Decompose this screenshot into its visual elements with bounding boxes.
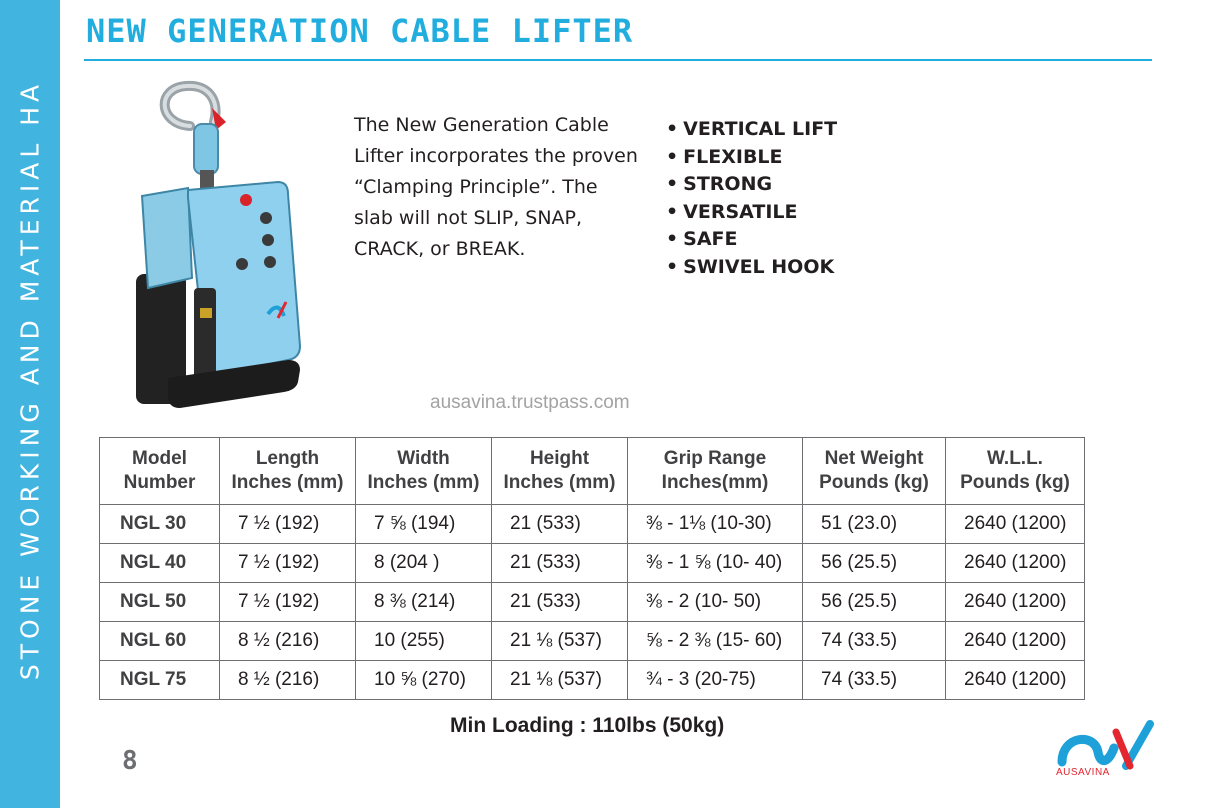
feature-item: • SWIVEL HOOK bbox=[666, 255, 835, 278]
table-row bbox=[100, 505, 1085, 544]
cell-height: 21 ⅛ (537) bbox=[492, 622, 628, 661]
cell-wll: 2640 (1200) bbox=[946, 622, 1085, 661]
logo-wordmark: AUSAVINA bbox=[1056, 767, 1110, 778]
cell-width: 10 (255) bbox=[356, 622, 492, 661]
page-title: NEW GENERATION CABLE LIFTER bbox=[86, 12, 634, 50]
header-length: Length Inches (mm) bbox=[220, 438, 356, 505]
table-row bbox=[100, 544, 1085, 583]
table-row bbox=[100, 583, 1085, 622]
cell-model: NGL 75 bbox=[100, 661, 220, 700]
cell-net-weight: 74 (33.5) bbox=[803, 622, 946, 661]
watermark: ausavina.trustpass.com bbox=[430, 392, 630, 413]
cell-grip-range: ¾ - 3 (20-75) bbox=[628, 661, 803, 700]
cell-length: 7 ½ (192) bbox=[220, 544, 356, 583]
cell-height: 21 ⅛ (537) bbox=[492, 661, 628, 700]
header-wll: W.L.L. Pounds (kg) bbox=[946, 438, 1085, 505]
intro-line: The New Generation Cable bbox=[354, 114, 609, 136]
cell-width: 10 ⅝ (270) bbox=[356, 661, 492, 700]
cell-model: NGL 30 bbox=[100, 505, 220, 544]
cell-grip-range: ⅝ - 2 ⅜ (15- 60) bbox=[628, 622, 803, 661]
cell-height: 21 (533) bbox=[492, 544, 628, 583]
intro-line: Lifter incorporates the proven bbox=[354, 145, 638, 167]
header-grip-range: Grip Range Inches(mm) bbox=[628, 438, 803, 505]
page-number: 8 bbox=[122, 746, 138, 776]
cell-grip-range: ⅜ - 1⅛ (10-30) bbox=[628, 505, 803, 544]
feature-list bbox=[666, 116, 837, 281]
cell-grip-range: ⅜ - 1 ⅝ (10- 40) bbox=[628, 544, 803, 583]
spec-table bbox=[99, 437, 1085, 700]
intro-paragraph bbox=[354, 110, 654, 265]
cell-net-weight: 56 (25.5) bbox=[803, 544, 946, 583]
feature-label: VERSATILE bbox=[683, 200, 798, 223]
side-bar bbox=[0, 0, 60, 808]
cell-height: 21 (533) bbox=[492, 583, 628, 622]
cell-wll: 2640 (1200) bbox=[946, 505, 1085, 544]
cell-height: 21 (533) bbox=[492, 505, 628, 544]
cell-net-weight: 51 (23.0) bbox=[803, 505, 946, 544]
cell-model: NGL 60 bbox=[100, 622, 220, 661]
feature-label: STRONG bbox=[683, 173, 773, 195]
cell-net-weight: 56 (25.5) bbox=[803, 583, 946, 622]
cable-lifter-image bbox=[128, 78, 328, 418]
feature-item: • STRONG bbox=[666, 173, 773, 195]
feature-label: SAFE bbox=[683, 228, 738, 250]
cell-width: 8 ⅜ (214) bbox=[356, 583, 492, 622]
feature-item: • VERSATILE bbox=[666, 200, 798, 223]
feature-item: • VERTICAL LIFT bbox=[666, 118, 838, 140]
cell-wll: 2640 (1200) bbox=[946, 544, 1085, 583]
header-height: Height Inches (mm) bbox=[492, 438, 628, 505]
intro-line: “Clamping Principle”. The bbox=[354, 176, 598, 198]
intro-line: CRACK, or BREAK. bbox=[354, 238, 526, 260]
cell-net-weight: 74 (33.5) bbox=[803, 661, 946, 700]
cell-length: 8 ½ (216) bbox=[220, 622, 356, 661]
table-row bbox=[100, 661, 1085, 700]
feature-label: SWIVEL HOOK bbox=[683, 255, 835, 278]
cell-wll: 2640 (1200) bbox=[946, 661, 1085, 700]
title-divider bbox=[84, 59, 1152, 61]
cell-grip-range: ⅜ - 2 (10- 50) bbox=[628, 583, 803, 622]
cell-model: NGL 50 bbox=[100, 583, 220, 622]
cell-width: 8 (204 ) bbox=[356, 544, 492, 583]
sidebar-section-label: STONE WORKING AND MATERIAL HA bbox=[15, 79, 45, 681]
cell-width: 7 ⅝ (194) bbox=[356, 505, 492, 544]
cell-length: 8 ½ (216) bbox=[220, 661, 356, 700]
cell-model: NGL 40 bbox=[100, 544, 220, 583]
feature-item: • FLEXIBLE bbox=[666, 145, 783, 168]
cell-length: 7 ½ (192) bbox=[220, 505, 356, 544]
cell-wll: 2640 (1200) bbox=[946, 583, 1085, 622]
cell-length: 7 ½ (192) bbox=[220, 583, 356, 622]
header-net-weight: Net Weight Pounds (kg) bbox=[803, 438, 946, 505]
feature-item: • SAFE bbox=[666, 228, 738, 250]
header-model: Model Number bbox=[100, 438, 220, 505]
table-row bbox=[100, 622, 1085, 661]
header-width: Width Inches (mm) bbox=[356, 438, 492, 505]
intro-line: slab will not SLIP, SNAP, bbox=[354, 207, 583, 229]
table-header-row bbox=[100, 438, 1085, 505]
feature-label: VERTICAL LIFT bbox=[683, 118, 838, 140]
feature-label: FLEXIBLE bbox=[683, 145, 783, 168]
min-loading-note: Min Loading : 110lbs (50kg) bbox=[450, 714, 725, 737]
